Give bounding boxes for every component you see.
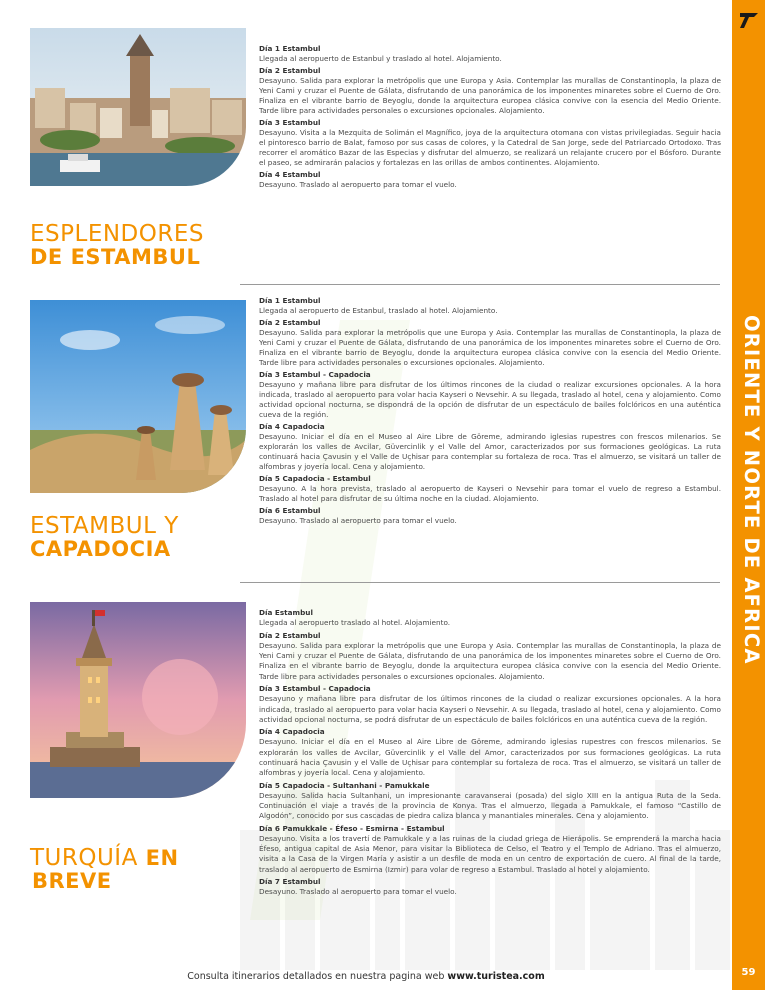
day-text: Desayuno. Salida para explorar la metrópolis que une Europa y Asia. Contemplar las murallas de Constantinopla, la plaza de Yeni Cami y cruzar el Puente de Gálata, disfrutando de una panorámica de los imponentes minaretes sobre el Cuerno de Oro. Finaliza en el vibrante barrio de Beyoglu, donde la arquitectura europea clásica convive con la esencia del Medio Oriente. Tarde libre para actividades personales o excursiones opcionales. Alojamiento. xyxy=(259,76,721,115)
day-text: Desayuno y mañana libre para disfrutar de los últimos rincones de la ciudad o realizar excursiones opcionales. A la hora indicada, traslado al aeropuerto para volar hacia Kayseri o Nevsehir. A su llegada, traslado al hotel, cena y alojamiento. Como actividad opcional nocturna, se podrá disfrutar de un espectáculo de bailes folclóricos en una auténtica cueva de la región. xyxy=(259,694,721,724)
day-heading: Día 4 Capadocia xyxy=(259,422,325,431)
day-heading: Día 3 Estambul - Capadocia xyxy=(259,370,371,379)
day-text: Desayuno. Salida hacia Sultanhani, un impresionante caravanserai (posada) del siglo XIII en la antigua Ruta de la Seda. Continuación el viaje a través de la provincia de Konya. Tras el almuerzo, llegada a Pamukkale, el famoso “Castillo de Algodón”, conocido por sus cascadas de piedra caliza blanca y manantiales minerales. Cena y alojamiento. xyxy=(259,790,721,821)
day-text: Desayuno. Traslado al aeropuerto para tomar el vuelo. xyxy=(259,180,457,189)
section-title-capadocia xyxy=(30,514,179,560)
photo-cappadocia xyxy=(30,300,246,493)
footer xyxy=(0,971,732,982)
itinerary-esplendores xyxy=(259,42,721,190)
day-text: Desayuno. Traslado al aeropuerto para tomar el vuelo. xyxy=(259,516,457,525)
day-text: Desayuno. Iniciar el día en el Museo al Aire Libre de Göreme, admirando iglesias rupestres con frescos milenarios. Se explorarán los valles de Avcilar, Güvercinlik y el Valle del Amor, caracterizados por sus formaciones geológicas. La ruta continuará hacia Çavusin y el Valle de Uçhisar para contemplar su fortaleza de roca. Tras el almuerzo, se visitará un taller de alfombras y joyería local. Cena y alojamiento. xyxy=(259,432,721,471)
day-heading: Día 2 Estambul xyxy=(259,66,321,75)
section-divider xyxy=(240,284,720,285)
day-heading: Día 3 Estambul - Capadocia xyxy=(259,683,371,693)
title-bold: CAPADOCIA xyxy=(30,537,171,562)
day-text: Desayuno. Visita a la Mezquita de Solimán el Magnífico, joya de la arquitectura otomana con vistas privilegiadas. Seguir hacia el pintoresco barrio de Balat, famoso por sus casas de colores, y la Catedral de San Jorge, sede del Patriarcado Ortodoxo. Tras recorrer el aromático Bazar de las Especias y disfrutar del almuerzo, se realizará un relajante crucero por el Bósforo. Durante el paseo, se admirarán palacios y fortalezas en las orillas de ambos continentes. Alojamiento. xyxy=(259,128,721,167)
day-heading: Día 4 Capadocia xyxy=(259,727,325,737)
day-heading: Día 1 Estambul xyxy=(259,44,321,53)
day-heading: Día 3 Estambul xyxy=(259,118,321,127)
photo-galata-tower xyxy=(30,28,246,186)
title-light-line xyxy=(30,846,179,870)
title-bold-inline: EN xyxy=(145,846,179,870)
day-heading: Día 2 Estambul xyxy=(259,630,321,640)
title-light: ESTAMBUL Y xyxy=(30,513,179,539)
day-text: Desayuno. Salida para explorar la metrópolis que une Europa y Asia. Contemplar las murallas de Constantinopla, la plaza de Yeni Cami y cruzar el Puente de Gálata, disfrutando de una panorámica de los imponentes minaretes sobre el Cuerno de Oro. Finaliza en el vibrante barrio de Beyoglu, donde la arquitectura europea clásica convive con la esencia del Medio Oriente. Tarde libre para actividades personales o excursiones opcionales. Alojamiento. xyxy=(259,328,721,367)
day-heading: Día 6 Estambul xyxy=(259,506,321,515)
day-text: Llegada al aeropuerto traslado al hotel. Alojamiento. xyxy=(259,618,451,628)
day-text: Desayuno. Visita a los travertí de Pamukkale y a las ruinas de la ciudad griega de Hierápolis. Se emprenderá la marcha hacia Éfeso, antigua capital de Asia Menor, para visitar la Biblioteca de Celso, el Teatro y el Templo de Adriano. Tras el almuerzo, visita a la Casa de la Virgen María y asistir a un desfile de moda en un centro de exportación de cuero. Al final de la tarde, traslado al aeropuerto de Esmirna (Izmir) para volar de regreso a Estambul. Traslado al hotel y alojamiento. xyxy=(259,833,721,874)
sidebar-band xyxy=(732,0,765,990)
page-number: 59 xyxy=(741,967,756,978)
day-heading: Día 6 Pamukkale - Éfeso - Esmirna - Estambul xyxy=(259,823,445,833)
section-divider xyxy=(240,582,720,583)
itinerary-turquia xyxy=(259,606,721,898)
day-heading: Día 2 Estambul xyxy=(259,318,321,327)
title-light: ESPLENDORES xyxy=(30,221,204,247)
day-heading: Día Estambul xyxy=(259,608,313,617)
title-bold: DE ESTAMBUL xyxy=(30,245,201,270)
day-heading: Día 5 Capadocia - Sultanhani - Pamukkale xyxy=(259,780,430,790)
title-light: TURQUÍA xyxy=(30,845,138,871)
title-bold: BREVE xyxy=(32,869,112,894)
day-text: Llegada al aeropuerto de Estanbul y traslado al hotel. Alojamiento. xyxy=(259,54,502,63)
day-text: Llegada al aeropuerto de Estanbul, traslado al hotel. Alojamiento. xyxy=(259,306,498,315)
day-heading: Día 1 Estambul xyxy=(259,296,321,305)
day-heading: Día 7 Estambul xyxy=(259,877,321,887)
photo-maidens-tower xyxy=(30,602,246,798)
section-title-esplendores xyxy=(30,222,204,268)
day-heading: Día 5 Capadocia - Estambul xyxy=(259,474,371,483)
section-title-turquia xyxy=(30,846,179,892)
day-heading: Día 4 Estambul xyxy=(259,170,321,179)
sidebar-title: ORIENTE Y NORTE DE AFRICA xyxy=(740,315,763,665)
day-text: Desayuno. Salida para explorar la metrópolis que une Europa y Asia. Contemplar las murallas de Constantinopla, la plaza de Yeni Cami y cruzar el Puente de Gálata, disfrutando de una panorámica de los imponentes minaretes sobre el Cuerno de Oro. Finaliza en el vibrante barrio de Beyoglu, donde la arquitectura europea clásica convive con la esencia del Medio Oriente. Tarde libre para actividades personales o excursiones opcionales. Alojamiento. xyxy=(259,640,721,681)
footer-link[interactable]: www.turistea.com xyxy=(447,971,545,982)
day-text: Desayuno. Iniciar el día en el Museo al Aire Libre de Göreme, admirando iglesias rupestres con frescos milenarios. Se explorarán los valles de Avcilar, Güvercinlik y el Valle del Amor, caracterizados por sus formaciones geológicas. La ruta continuará hacia Çavusin y el Valle de Uçhisar para contemplar su fortaleza de roca. Tras el almuerzo, se visitará un taller de alfombras y joyería local. Cena y alojamiento. xyxy=(259,737,721,778)
footer-text: Consulta itinerarios detallados en nuestra pagina web xyxy=(187,971,445,982)
brand-logo-icon xyxy=(737,8,761,32)
day-text: Desayuno y mañana libre para disfrutar de los últimos rincones de la ciudad o realizar excursiones opcionales. A la hora indicada, traslado al aeropuerto para volar hacia Kayseri o Nevsehir. A su llegada, traslado al hotel, cena y alojamiento. Como actividad opcional nocturna, se dispondrá de la opción de disfrutar de un espectáculo de bailes folclóricos en una auténtica cueva de la región. xyxy=(259,380,721,419)
day-text: Desayuno. A la hora prevista, traslado al aeropuerto de Kayseri o Nevsehir para tomar el vuelo de regreso a Estambul. Traslado al hotel para disfrutar de su última noche en la ciudad. Alojamiento. xyxy=(259,484,721,503)
day-text: Desayuno. Traslado al aeropuerto para tomar el vuelo. xyxy=(259,887,457,897)
itinerary-capadocia xyxy=(259,294,721,526)
